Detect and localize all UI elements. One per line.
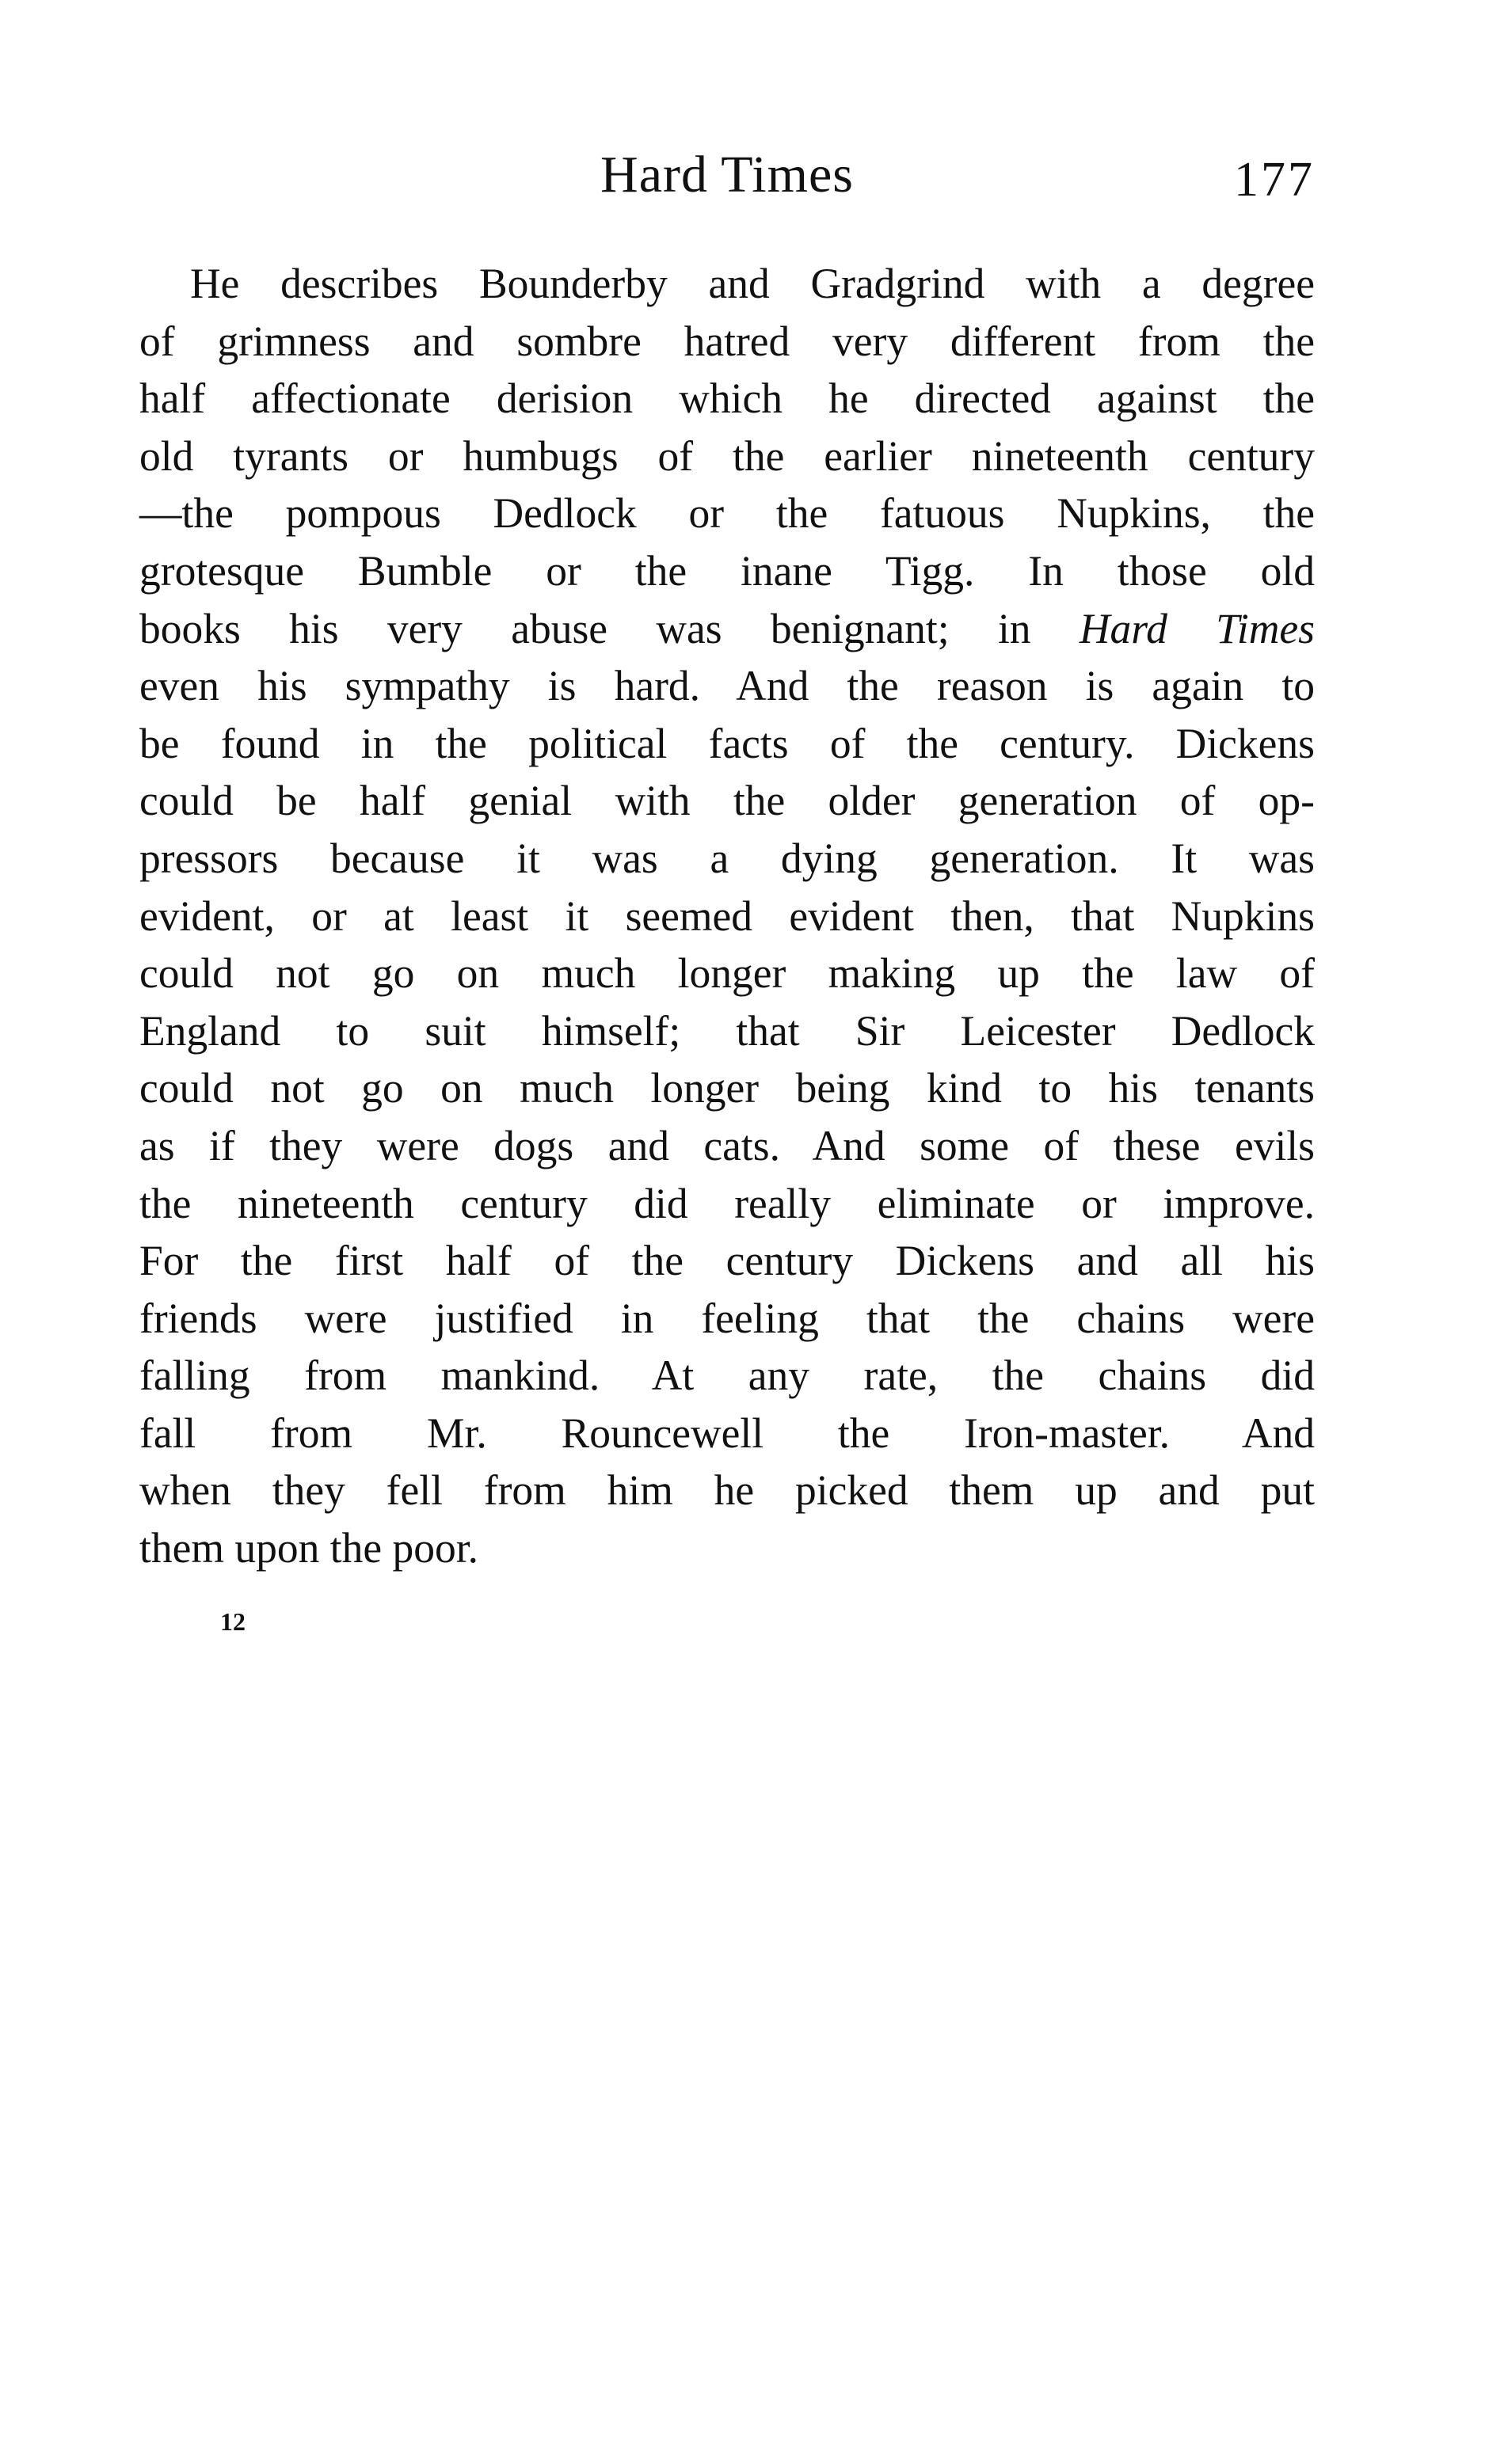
page-number: 177 — [1234, 153, 1315, 207]
text-line: as if they were dogs and cats. And some of these evils — [139, 1121, 1315, 1169]
text-line: even his sympathy is hard. And the reason is again to — [139, 662, 1315, 710]
text-line: friends were justified in feeling that the chains were — [139, 1294, 1315, 1342]
text-line: half affectionate derision which he directed against the — [139, 375, 1315, 423]
italic-title: Hard Times — [1079, 604, 1315, 652]
text-line: old tyrants or humbugs of the earlier nineteenth century — [139, 432, 1315, 480]
text-line: when they fell from him he picked them up and put — [139, 1466, 1315, 1515]
text-line: them upon the poor. — [139, 1524, 478, 1572]
signature-mark: 12 — [220, 1607, 246, 1636]
text-line: fall from Mr. Rouncewell the Iron-master. And — [139, 1409, 1315, 1457]
text-line-with-italic — [139, 600, 1315, 658]
text-line: could not go on much longer making up the law of — [139, 949, 1315, 998]
text-line: For the first half of the century Dickens and all his — [139, 1237, 1315, 1285]
text-line: the nineteenth century did really eliminate or improve. — [139, 1179, 1315, 1227]
body-paragraph — [139, 255, 1315, 1577]
running-head — [139, 139, 1315, 211]
running-title: Hard Times — [600, 146, 854, 203]
text-line: England to suit himself; that Sir Leicester Dedlock — [139, 1006, 1315, 1055]
text-line: falling from mankind. At any rate, the chains did — [139, 1352, 1315, 1400]
text-line: evident, or at least it seemed evident then, that Nupkins — [139, 892, 1315, 940]
text-line: could be half genial with the older generation of op- — [139, 777, 1315, 825]
text-line: pressors because it was a dying generation. It was — [139, 834, 1315, 882]
text-line-segment: books his very abuse was benignant; in — [139, 604, 1031, 652]
text-line: —the pompous Dedlock or the fatuous Nupkins, the — [139, 489, 1315, 538]
text-line: be found in the political facts of the century. Dickens — [139, 719, 1315, 767]
text-line: He describes Bounderby and Gradgrind with a degree — [190, 260, 1315, 307]
text-line: could not go on much longer being kind to his tenants — [139, 1064, 1315, 1112]
text-line: grotesque Bumble or the inane Tigg. In those old — [139, 546, 1315, 595]
text-line: of grimness and sombre hatred very different from the — [139, 317, 1315, 365]
